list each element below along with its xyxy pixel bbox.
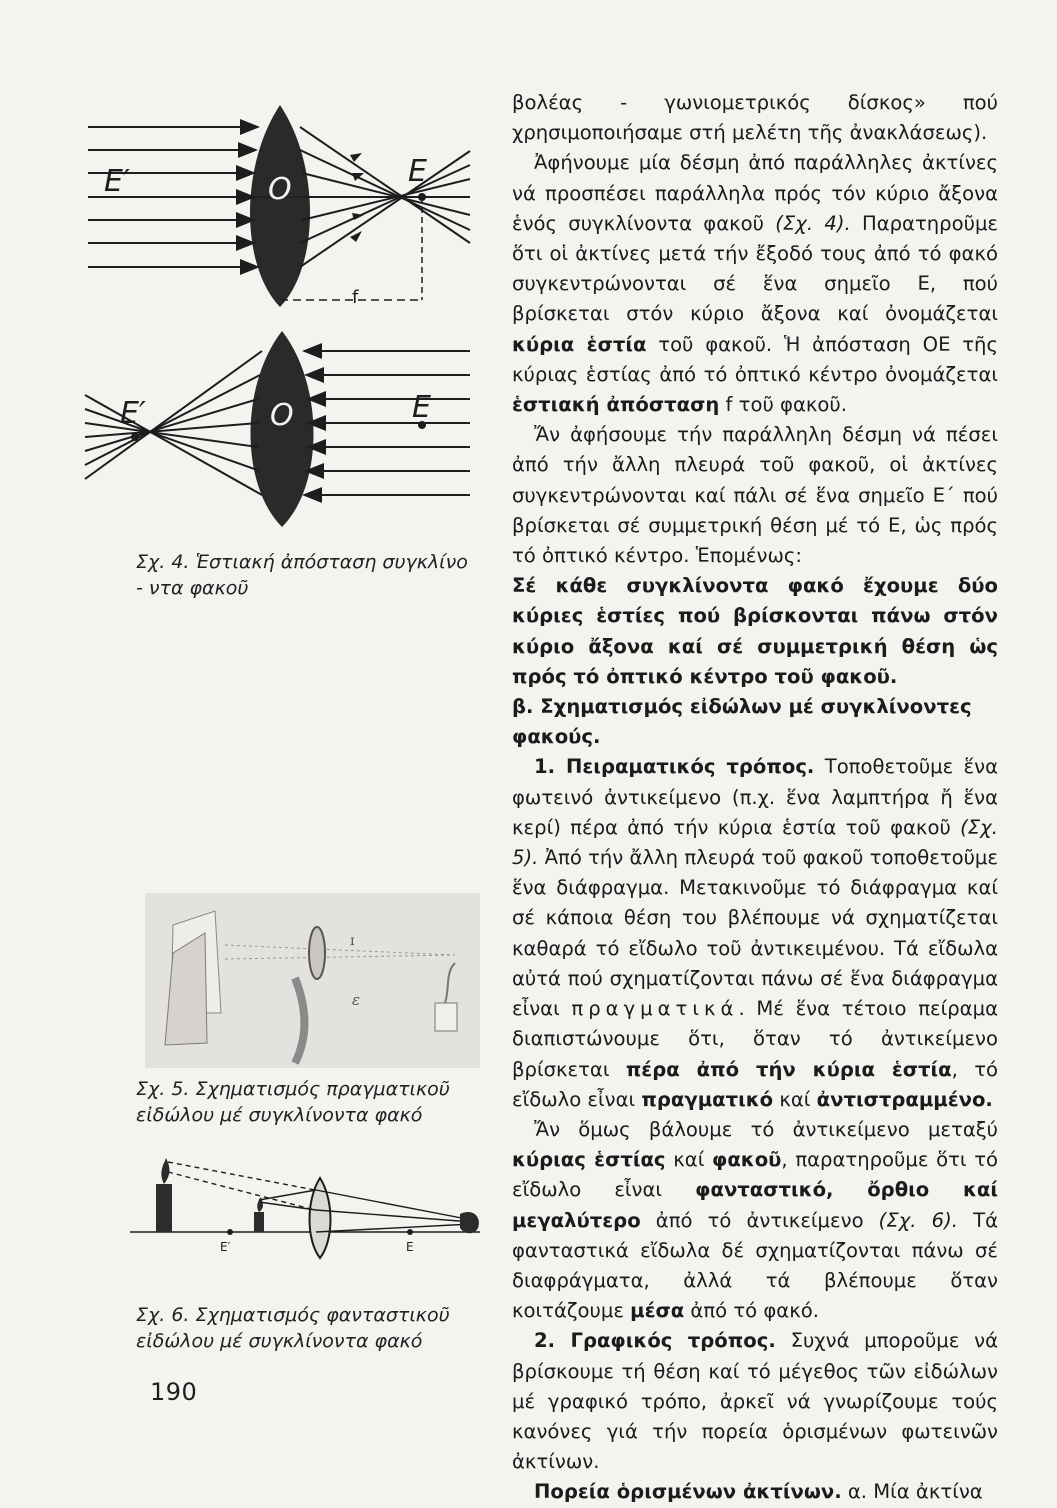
p6-b: καί xyxy=(665,1148,713,1172)
p2-b-bold: κύρια ἑστία xyxy=(512,332,647,356)
label-o-bottom: O xyxy=(270,398,294,433)
p6-a-bold: κύριας ἑστίας xyxy=(512,1148,666,1172)
label-o-top: O xyxy=(268,172,292,207)
lower-incoming-rays xyxy=(306,351,470,495)
p2-c-bold: ἑστιακή ἀπόσταση xyxy=(512,393,720,417)
body-text-column xyxy=(512,88,998,1508)
p6-c: , παρατηροῦμε ὅτι τό εἴδωλο εἶναι xyxy=(512,1148,998,1202)
p2-b: Παρατηροῦμε ὅτι οἱ ἀκτίνες μετά τήν ἔξοδό τους ἀπό τό φακό συγκεντρώνονται σέ ἕνα σημεῖο Ε, πού βρίσκεται στόν κύριο ἄξονα καί ὀνομάζεται xyxy=(512,211,999,326)
paragraph-7 xyxy=(512,1326,998,1477)
p6-e-bold: μέσα xyxy=(630,1299,685,1323)
p2-ref: (Σχ. 4). xyxy=(775,211,851,235)
fig6-label-e: E xyxy=(406,1240,414,1254)
label-e-top: E xyxy=(408,154,427,189)
figure-4-lens-diagram xyxy=(70,95,490,545)
label-f: f xyxy=(352,287,359,308)
paragraph-3: Ἄν ἀφήσουμε τήν παράλληλη δέσμη νά πέσει ἀπό τήν ἄλλη πλευρά τοῦ φακοῦ, οἱ ἀκτίνες συγκεντρώνονται καί πάλι σέ ἕνα σημεῖο Ε΄ πού βρίσκεται σέ συμμετρική θέση μέ τό Ε, ὡς πρός τό ὀπτικό κέντρο. Ἑπομένως: xyxy=(512,423,998,568)
p5-c-bold: πέρα ἀπό τήν κύρια ἑστία xyxy=(625,1057,952,1081)
p2-d: f τοῦ φακοῦ. xyxy=(719,393,847,417)
svg-text:ɪ: ɪ xyxy=(350,933,355,949)
p5-b-spaced: πραγματικά xyxy=(571,997,739,1021)
figure-6-caption: Σχ. 6. Σχηματισμός φανταστικοῦ εἰδώλου μέ συγκλίνοντα φακό xyxy=(136,1304,450,1352)
figure-6-virtual-image-diagram xyxy=(120,1150,490,1260)
p5-c: . Μέ ἕνα τέτοιο πείραμα διαπιστώνουμε ὅτι, ὅταν τό ἀντικείμενο βρίσκεται xyxy=(512,997,998,1081)
paragraph-2 xyxy=(512,148,998,420)
virtual-candle xyxy=(156,1184,172,1232)
paragraph-6 xyxy=(512,1115,998,1326)
p7-a: Συχνά μποροῦμε νά βρίσκουμε τή θέση καί τό μέγεθος τῶν εἰδώλων μέ γραφικό τρόπο, ἀρκεῖ νά γνωρίζουμε τούς κανόνες γιά τήν πορεία ὁρισμένων φωτεινῶν ἀκτίνων. xyxy=(512,1329,998,1474)
p5-d: , τό εἴδωλο εἶναι xyxy=(512,1057,998,1111)
p5-a: Τοποθετοῦμε ἕνα φωτεινό ἀντικείμενο (π.χ. ἕνα λαμπτήρα ἤ ἕνα κερί) πέρα ἀπό τήν κύρια ἑστία τοῦ φακοῦ xyxy=(512,755,999,839)
figure-5-caption: Σχ. 5. Σχηματισμός πραγματικοῦ εἰδώλου μέ συγκλίνοντα φακό xyxy=(136,1078,450,1126)
p5-b: Ἀπό τήν ἄλλη πλευρά τοῦ φακοῦ τοποθετοῦμε ἕνα διάφραγμα. Μετακινοῦμε τό διάφραγμα καί σέ κάποια θέση του βλέπουμε νά σχηματίζεται καθαρά τό εἴδωλο τοῦ ἀντικειμένου. Τά εἴδωλα αὐτά πού σχηματίζονται πάνω σέ ἕνα διάφραγμα εἶναι xyxy=(512,846,998,1021)
p6-d: ἀπό τό ἀντικείμενο xyxy=(640,1208,879,1232)
fig6-label-e-prime: E′ xyxy=(220,1240,231,1254)
p7-bold: 2. Γραφικός τρόπος. xyxy=(534,1329,776,1353)
svg-text:ε: ε xyxy=(352,991,361,1009)
real-candle xyxy=(254,1212,264,1232)
p5-e: καί xyxy=(773,1087,817,1111)
page-number: 190 xyxy=(150,1378,198,1406)
paragraph-4-rule: Σέ κάθε συγκλίνοντα φακό ἔχουμε δύο κύριες ἑστίες πού βρίσκονται πάνω στόν κύριο ἄξονα καί σέ συμμετρική θέση ὡς πρός τό ὀπτικό κέντρο τοῦ φακοῦ. xyxy=(512,574,998,688)
p5-e-bold: ἀντιστραμμένο. xyxy=(816,1087,993,1111)
p8-a: α. Μία ἀκτίνα xyxy=(841,1480,983,1504)
section-heading-b: β. Σχηματισμός εἰδώλων μέ συγκλίνοντες φακούς. xyxy=(512,695,972,749)
label-e-bottom: E xyxy=(412,390,431,425)
eye-icon xyxy=(460,1212,479,1233)
figure-5-experiment-photo xyxy=(145,893,480,1068)
p6-c-bold: φανταστικό, ὄρθιο καί μεγαλύτερο xyxy=(512,1178,998,1232)
p8-bold: Πορεία ὁρισμένων ἀκτίνων. xyxy=(534,1480,842,1504)
p5-bold: 1. Πειραματικός τρόπος. xyxy=(534,755,815,779)
p5-ref: (Σχ. 5). xyxy=(512,815,998,870)
p2-a: Ἀφήνουμε μία δέσμη ἀπό παράλληλες ἀκτίνες νά προσπέσει παράλληλα πρός τόν κύριο ἄξονα ἑνός συγκλίνοντα φακοῦ xyxy=(512,151,998,235)
paragraph-1: βολέας - γωνιομετρικός δίσκος» πού χρησιμοποιήσαμε στή μελέτη τῆς ἀνακλάσεως). xyxy=(512,91,998,145)
paragraph-5 xyxy=(512,752,998,1114)
p5-d-bold: πραγματικό xyxy=(641,1087,774,1111)
p6-f: ἀπό τό φακό. xyxy=(684,1299,819,1323)
p6-b-bold: φακοῦ xyxy=(712,1148,782,1172)
lower-outgoing-rays xyxy=(85,351,262,495)
p6-ref: (Σχ. 6). xyxy=(878,1208,958,1232)
p6-a: Ἄν ὅμως βάλουμε τό ἀντικείμενο μεταξύ xyxy=(534,1117,998,1141)
label-e-prime-top: E′ xyxy=(104,164,130,199)
paragraph-8 xyxy=(512,1477,998,1507)
focus-point-e-prime xyxy=(131,433,139,441)
label-e-prime-bottom: E′ xyxy=(120,396,146,431)
figure-4-caption: Σχ. 4. Ἑστιακή ἀπόσταση συγκλίνο - ντα φακοῦ xyxy=(136,551,468,599)
p2-c: τοῦ φακοῦ. Ἡ ἀπόσταση ΟΕ τῆς κύριας ἑστίας ἀπό τό ὀπτικό κέντρο ὀνομάζεται xyxy=(512,332,998,386)
p6-e: Τά φανταστικά εἴδωλα δέ σχηματίζονται πάνω σέ διαφράγματα, ἀλλά τά βλέπουμε ὅταν κοιτάζουμε xyxy=(512,1208,998,1323)
